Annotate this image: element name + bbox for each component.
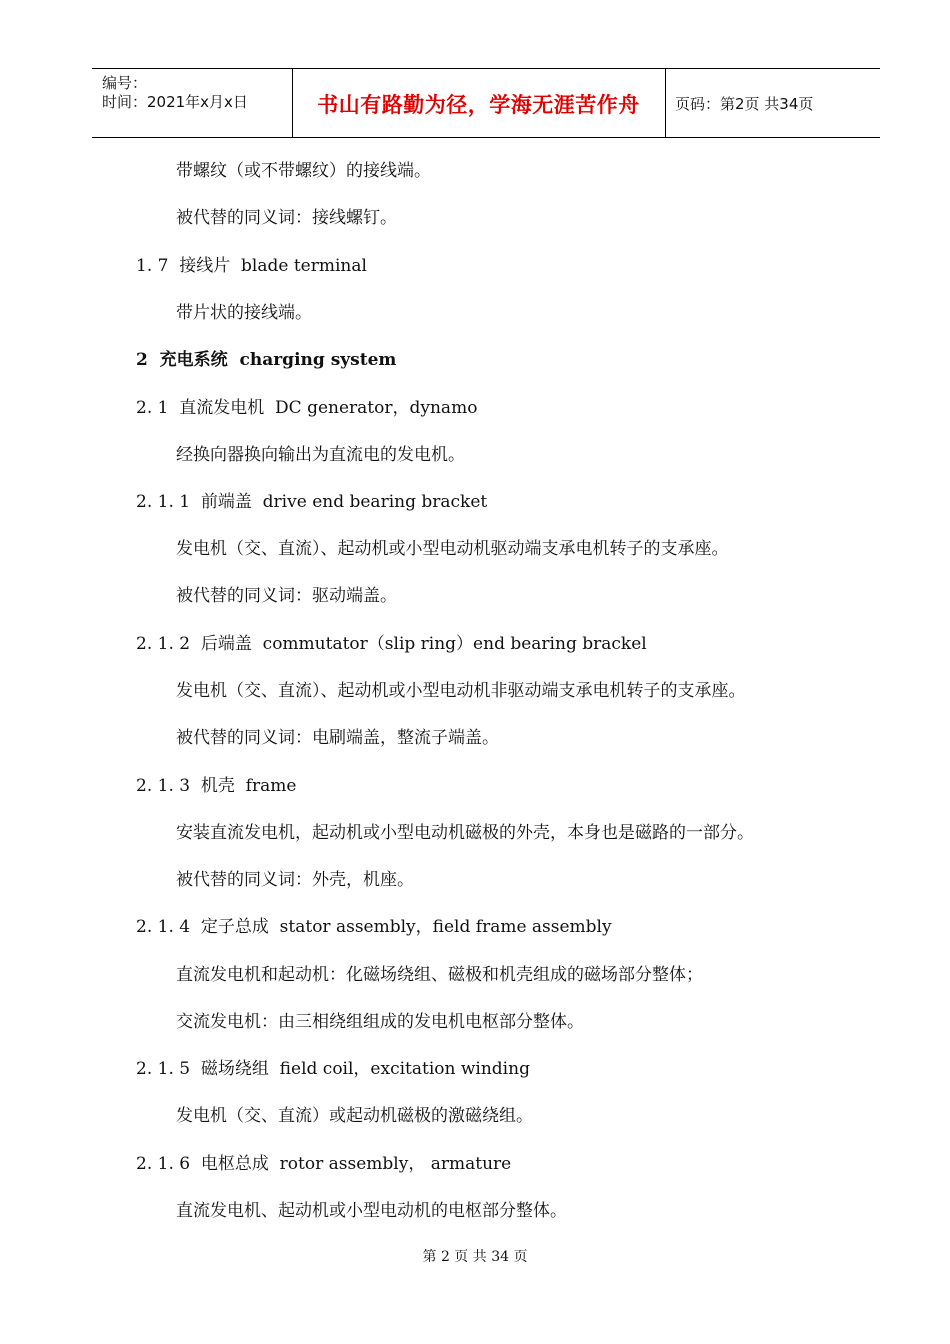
- time-label: 时间：2021年x月x日: [102, 93, 248, 111]
- section-heading: 2. 1. 2 后端盖 commutator（slip ring）end bearing brackel: [136, 634, 647, 654]
- page-label: 页码：第2页 共34页: [675, 95, 814, 113]
- body-line: 安装直流发电机，起动机或小型电动机磁极的外壳，本身也是磁路的一部分。: [176, 823, 754, 843]
- header-meta-cell: [92, 69, 293, 137]
- body-line: 经换向器换向输出为直流电的发电机。: [176, 445, 465, 465]
- header-motto-cell: [292, 69, 666, 137]
- section-heading: 2. 1. 1 前端盖 drive end bearing bracket: [136, 492, 488, 512]
- section-heading: 2. 1. 3 机壳 frame: [136, 776, 297, 796]
- section-heading: 2 充电系统 charging system: [136, 350, 397, 370]
- body-line: 交流发电机：由三相绕组组成的发电机电枢部分整体。: [176, 1012, 584, 1032]
- motto: 书山有路勤为径，学海无涯苦作舟: [317, 93, 640, 117]
- body-line: 发电机（交、直流）、起动机或小型电动机非驱动端支承电机转子的支承座。: [176, 681, 746, 701]
- body-line: 直流发电机和起动机：化磁场绕组、磁极和机壳组成的磁场部分整体；: [176, 965, 703, 985]
- body-line: 带螺纹（或不带螺纹）的接线端。: [176, 161, 431, 181]
- page-header: [92, 68, 880, 138]
- section-heading: 2. 1. 5 磁场绕组 field coil，excitation winding: [136, 1059, 530, 1079]
- body-line: 带片状的接线端。: [176, 303, 312, 323]
- code-label: 编号：: [102, 74, 148, 92]
- section-heading: 2. 1. 6 电枢总成 rotor assembly， armature: [136, 1154, 512, 1174]
- body-line: 被代替的同义词：电刷端盖，整流子端盖。: [176, 728, 499, 748]
- body-line: 发电机（交、直流）或起动机磁极的激磁绕组。: [176, 1106, 533, 1126]
- section-heading: 1. 7 接线片 blade terminal: [136, 256, 367, 276]
- page-footer: 第 2 页 共 34 页: [422, 1249, 528, 1265]
- body-line: 直流发电机、起动机或小型电动机的电枢部分整体。: [176, 1201, 567, 1221]
- body-line: 发电机（交、直流）、起动机或小型电动机驱动端支承电机转子的支承座。: [176, 539, 729, 559]
- header-page-cell: [665, 69, 880, 137]
- body-line: 被代替的同义词：外壳，机座。: [176, 870, 414, 890]
- section-heading: 2. 1. 4 定子总成 stator assembly，field frame assembly: [136, 917, 612, 937]
- body-line: 被代替的同义词：驱动端盖。: [176, 586, 397, 606]
- section-heading: 2. 1 直流发电机 DC generator，dynamo: [136, 398, 478, 418]
- body-line: 被代替的同义词：接线螺钉。: [176, 208, 397, 228]
